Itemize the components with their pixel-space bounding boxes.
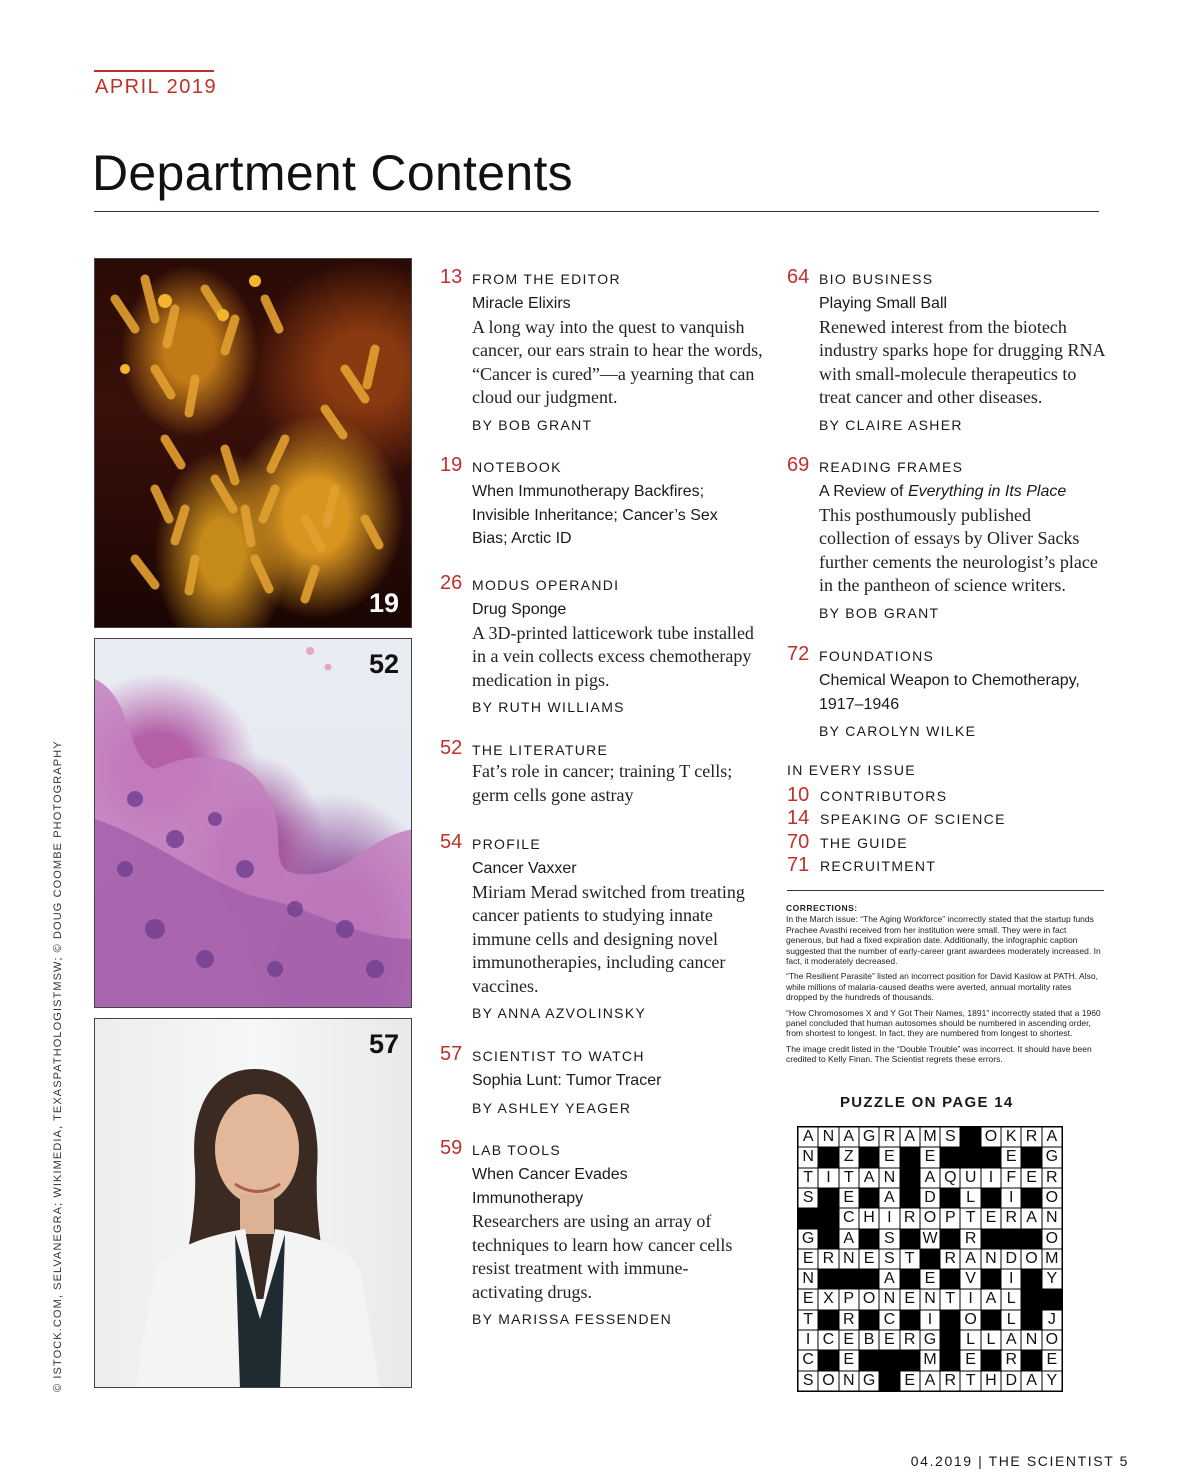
crossword-cell: E	[920, 1147, 940, 1167]
crossword-cell: T	[798, 1310, 818, 1330]
crossword-grid	[797, 1126, 1063, 1392]
crossword-cell: S	[879, 1249, 899, 1269]
entry-section: FROM THE EDITOR	[472, 271, 621, 287]
crossword-cell: E	[798, 1289, 818, 1309]
entry-section: SCIENTIST TO WATCH	[472, 1048, 645, 1064]
crossword-block	[940, 1310, 960, 1330]
crossword-cell: A	[839, 1229, 859, 1249]
crossword-cell: F	[1001, 1168, 1021, 1188]
crossword-block	[981, 1147, 1001, 1167]
entry-title[interactable]: When Cancer Evades Immunotherapy	[472, 1166, 628, 1207]
crossword-cell: C	[818, 1330, 838, 1350]
crossword-cell: E	[879, 1147, 899, 1167]
crossword-cell: R	[900, 1330, 920, 1350]
crossword-cell: I	[960, 1289, 980, 1309]
entry-section: FOUNDATIONS	[819, 648, 935, 664]
bacteria-illustration	[95, 259, 412, 628]
crossword-cell: T	[960, 1371, 980, 1391]
crossword-cell: A	[1021, 1371, 1041, 1391]
crossword-block	[818, 1310, 838, 1330]
every-issue-page: 10	[787, 784, 810, 806]
entry-title[interactable]: Drug Sponge	[472, 601, 567, 618]
crossword-block	[981, 1310, 1001, 1330]
crossword-cell: G	[859, 1127, 879, 1147]
crossword-block	[940, 1147, 960, 1167]
crossword-cell: D	[920, 1188, 940, 1208]
crossword-block	[1001, 1229, 1021, 1249]
entry-section: NOTEBOOK	[472, 459, 562, 475]
crossword-cell: S	[798, 1371, 818, 1391]
every-issue-page: 70	[787, 831, 810, 853]
photo-page-number: 57	[368, 1029, 399, 1059]
crossword-cell: A	[879, 1188, 899, 1208]
crossword-block	[1021, 1229, 1041, 1249]
crossword-block	[940, 1330, 960, 1350]
crossword-cell: O	[1042, 1188, 1062, 1208]
entry-page-number: 54	[440, 831, 463, 853]
crossword-cell: M	[1042, 1249, 1062, 1269]
crossword-cell: S	[798, 1188, 818, 1208]
crossword-block	[940, 1188, 960, 1208]
correction-paragraph: In the March issue: “The Aging Workforce” incorrectly stated that the startup funds Prachee Avasthi received from her institution were small. They were in fact generous, but had a fixed expiration date. Additionally, the infographic caption suggested that the number of early-career grant awardees moderately increased. In fact, it moderately decreased.	[786, 914, 1101, 967]
crossword-cell: Q	[940, 1168, 960, 1188]
page-title: Department Contents	[92, 145, 573, 201]
entry-page-number: 59	[440, 1137, 463, 1159]
crossword-cell: Y	[1042, 1269, 1062, 1289]
crossword-cell: R	[960, 1229, 980, 1249]
entry-title-italic: Everything in Its Place	[907, 483, 1067, 500]
crossword-block	[879, 1350, 899, 1370]
crossword-cell: A	[960, 1249, 980, 1269]
entry-section: READING FRAMES	[819, 459, 964, 475]
crossword-cell: N	[839, 1249, 859, 1269]
crossword-cell: T	[960, 1208, 980, 1228]
crossword-block	[940, 1350, 960, 1370]
entry-title[interactable]: Miracle Elixirs	[472, 295, 571, 312]
crossword-block	[981, 1229, 1001, 1249]
corrections-heading: CORRECTIONS:	[786, 903, 858, 913]
crossword-cell: R	[1001, 1350, 1021, 1370]
crossword-cell: N	[879, 1289, 899, 1309]
every-issue-label: CONTRIBUTORS	[820, 788, 948, 804]
entry-page-number: 69	[787, 454, 810, 476]
crossword-cell: R	[1042, 1168, 1062, 1188]
photo-page-number: 52	[368, 649, 399, 679]
crossword-block	[859, 1229, 879, 1249]
crossword-cell: I	[798, 1330, 818, 1350]
entry-byline: BY MARISSA FESSENDEN	[472, 1311, 673, 1327]
crossword-block	[1021, 1310, 1041, 1330]
crossword-block	[798, 1208, 818, 1228]
crossword-cell: G	[1042, 1147, 1062, 1167]
crossword-cell: N	[818, 1127, 838, 1147]
crossword-block	[818, 1208, 838, 1228]
crossword-cell: A	[920, 1168, 940, 1188]
tissue-illustration	[95, 639, 412, 1008]
crossword-cell: B	[859, 1330, 879, 1350]
correction-paragraph: “How Chromosomes X and Y Got Their Names, 1891” incorrectly stated that a 1960 panel concluded that human autosomes should be numbered in ascending order, from shortest to longest. In fact, they are numbered from longest to shortest.	[786, 1007, 1101, 1039]
crossword-cell: Z	[839, 1147, 859, 1167]
crossword-cell: N	[920, 1289, 940, 1309]
entry-description: A long way into the quest to vanquish cancer, our ears strain to hear the words, “Cancer is cured”—a yearning that can cloud our judgment.	[472, 316, 763, 407]
page-footer: 04.2019 | THE SCIENTIST 5	[910, 1453, 1129, 1469]
entry-page-number: 26	[440, 572, 463, 594]
crossword-cell: I	[818, 1168, 838, 1188]
entry-section: LAB TOOLS	[472, 1142, 562, 1158]
issue-rule	[94, 70, 214, 72]
crossword-block	[900, 1188, 920, 1208]
crossword-cell: R	[1021, 1127, 1041, 1147]
entry-description: Renewed interest from the biotech industry sparks hope for drugging RNA with small-molecule therapeutics to treat cancer and other diseases.	[819, 316, 1105, 407]
crossword-cell: N	[981, 1249, 1001, 1269]
crossword-cell: N	[879, 1168, 899, 1188]
entry-byline: BY ASHLEY YEAGER	[472, 1099, 632, 1116]
crossword-cell: I	[981, 1168, 1001, 1188]
crossword-cell: V	[960, 1269, 980, 1289]
crossword-cell: I	[1001, 1269, 1021, 1289]
crossword-cell: O	[1042, 1229, 1062, 1249]
crossword-cell: H	[859, 1208, 879, 1228]
crossword-cell: L	[1001, 1289, 1021, 1309]
crossword-cell: O	[859, 1289, 879, 1309]
title-divider	[94, 211, 1099, 212]
crossword-cell: N	[798, 1147, 818, 1167]
portrait-illustration	[95, 1019, 412, 1388]
entry-page-number: 19	[440, 454, 463, 476]
crossword-cell: E	[798, 1249, 818, 1269]
crossword-cell: E	[981, 1208, 1001, 1228]
crossword-block	[1042, 1289, 1062, 1309]
crossword-cell: M	[920, 1127, 940, 1147]
crossword-block	[960, 1127, 980, 1147]
crossword-block	[879, 1371, 899, 1391]
crossword-block	[940, 1269, 960, 1289]
crossword-cell: Y	[1042, 1371, 1062, 1391]
crossword-block	[900, 1269, 920, 1289]
crossword-cell: E	[879, 1330, 899, 1350]
crossword-cell: E	[1021, 1168, 1041, 1188]
crossword-block	[1021, 1269, 1041, 1289]
corrections-box	[786, 903, 1104, 1070]
crossword-cell: L	[960, 1188, 980, 1208]
entry-section: MODUS OPERANDI	[472, 577, 620, 593]
crossword-cell: R	[900, 1208, 920, 1228]
crossword-cell: E	[920, 1269, 940, 1289]
entry-page-number: 52	[440, 737, 463, 759]
crossword-block	[1021, 1289, 1041, 1309]
crossword-cell: G	[920, 1330, 940, 1350]
crossword-cell: C	[798, 1350, 818, 1370]
crossword-cell: M	[920, 1350, 940, 1370]
crossword-block	[960, 1147, 980, 1167]
crossword-cell: L	[960, 1330, 980, 1350]
crossword-block	[981, 1269, 1001, 1289]
crossword-block	[900, 1147, 920, 1167]
crossword-cell: E	[960, 1350, 980, 1370]
crossword-cell: E	[900, 1289, 920, 1309]
entry-title[interactable]: When Immunotherapy Backfires; Invisible Inheritance; Cancer’s Sex Bias; Arctic ID	[472, 483, 718, 547]
every-issue-heading: IN EVERY ISSUE	[787, 762, 916, 778]
crossword-cell: A	[900, 1127, 920, 1147]
correction-paragraph: The image credit listed in the “Double Trouble” was incorrect. It should have been credited to Kelly Finan. The Scientist regrets these errors.	[786, 1043, 1092, 1065]
every-issue-label: SPEAKING OF SCIENCE	[820, 811, 1006, 827]
crossword-block	[1021, 1350, 1041, 1370]
crossword-block	[981, 1188, 1001, 1208]
crossword-cell: O	[818, 1371, 838, 1391]
crossword-cell: P	[839, 1289, 859, 1309]
crossword-block	[818, 1188, 838, 1208]
crossword-block	[818, 1350, 838, 1370]
crossword-cell: I	[920, 1310, 940, 1330]
crossword-cell: X	[818, 1289, 838, 1309]
crossword-cell: A	[879, 1269, 899, 1289]
crossword-cell: E	[859, 1249, 879, 1269]
crossword-cell: E	[900, 1371, 920, 1391]
crossword-cell: W	[920, 1229, 940, 1249]
crossword-cell: L	[1001, 1310, 1021, 1330]
crossword-cell: A	[859, 1168, 879, 1188]
crossword-cell: E	[839, 1188, 859, 1208]
crossword-cell: K	[1001, 1127, 1021, 1147]
corrections-divider	[787, 890, 1104, 891]
entry-title[interactable]: Chemical Weapon to Chemotherapy, 1917–1946	[819, 672, 1080, 713]
crossword-cell: A	[1042, 1127, 1062, 1147]
crossword-cell: L	[981, 1330, 1001, 1350]
entry-page-number: 72	[787, 643, 810, 665]
crossword-cell: H	[981, 1371, 1001, 1391]
photo-credit: © ISTOCK.COM, SELVANEGRA; WIKIMEDIA, TEXASPATHOLOGISTMSW; © DOUG COOMBE PHOTOGRAPHY	[52, 740, 64, 1392]
crossword-cell: R	[1001, 1208, 1021, 1228]
crossword-block	[900, 1350, 920, 1370]
crossword-cell: I	[1001, 1188, 1021, 1208]
entry-title[interactable]	[819, 480, 1105, 504]
entry-description: Miriam Merad switched from treating cancer patients to studying innate immune cells and designing novel immunotherapies, including cancer vaccines.	[472, 881, 745, 996]
photo-page-number: 19	[368, 588, 399, 618]
entry-title-text: A Review of	[819, 483, 908, 500]
every-issue-page: 71	[787, 854, 810, 876]
entry-byline: BY CLAIRE ASHER	[819, 416, 963, 433]
crossword-cell: O	[1042, 1330, 1062, 1350]
crossword-cell: C	[879, 1310, 899, 1330]
crossword-block	[1021, 1147, 1041, 1167]
every-issue-label: RECRUITMENT	[820, 858, 937, 874]
crossword-cell: A	[920, 1371, 940, 1391]
crossword-cell: R	[818, 1249, 838, 1269]
entry-section: THE LITERATURE	[472, 742, 609, 758]
entry-title[interactable]: Cancer Vaxxer	[472, 860, 577, 877]
crossword-cell: E	[839, 1350, 859, 1370]
crossword-cell: R	[940, 1371, 960, 1391]
crossword-cell: J	[1042, 1310, 1062, 1330]
crossword-cell: S	[940, 1127, 960, 1147]
crossword-cell: E	[1001, 1147, 1021, 1167]
entry-section: PROFILE	[472, 836, 542, 852]
crossword-block	[900, 1229, 920, 1249]
entry-page-number: 57	[440, 1043, 463, 1065]
issue-date: APRIL 2019	[95, 76, 218, 98]
entry-byline: BY CAROLYN WILKE	[819, 723, 977, 739]
entry-description: A 3D-printed latticework tube installed in a vein collects excess chemotherapy medication in pigs.	[472, 622, 754, 690]
crossword-cell: R	[839, 1310, 859, 1330]
crossword-cell: O	[981, 1127, 1001, 1147]
crossword-block	[859, 1269, 879, 1289]
crossword-block	[859, 1188, 879, 1208]
crossword-cell: I	[879, 1208, 899, 1228]
crossword-block	[859, 1350, 879, 1370]
entry-byline: BY RUTH WILLIAMS	[472, 699, 625, 715]
every-issue-label: THE GUIDE	[820, 835, 908, 851]
crossword-block	[1021, 1188, 1041, 1208]
crossword-cell: A	[1001, 1330, 1021, 1350]
crossword-cell: E	[1042, 1350, 1062, 1370]
entry-description: This posthumously published collection of essays by Oliver Sacks further cements the neurologist’s place in the pantheon of science writers.	[819, 504, 1098, 595]
crossword-block	[900, 1310, 920, 1330]
photo-histology[interactable]	[94, 638, 412, 1008]
crossword-cell: D	[1001, 1249, 1021, 1269]
crossword-cell: O	[960, 1310, 980, 1330]
crossword-block	[900, 1168, 920, 1188]
photo-portrait[interactable]	[94, 1018, 412, 1388]
entry-section: BIO BUSINESS	[819, 271, 934, 287]
entry-page-number: 13	[440, 266, 463, 288]
crossword-cell: G	[798, 1229, 818, 1249]
crossword-cell: R	[940, 1249, 960, 1269]
crossword-cell: A	[798, 1127, 818, 1147]
entry-title[interactable]: Sophia Lunt: Tumor Tracer	[472, 1072, 662, 1089]
crossword-cell: T	[900, 1249, 920, 1269]
entry-description: Researchers are using an array of techniques to learn how cancer cells resist treatment with immune-activating drugs.	[472, 1211, 733, 1302]
crossword-cell: G	[859, 1371, 879, 1391]
crossword-cell: P	[940, 1208, 960, 1228]
entry-title[interactable]: Playing Small Ball	[819, 295, 948, 312]
entry-page-number: 64	[787, 266, 810, 288]
crossword-cell: N	[839, 1371, 859, 1391]
crossword-cell: A	[981, 1289, 1001, 1309]
crossword-cell: A	[1021, 1208, 1041, 1228]
crossword-cell: N	[1042, 1208, 1062, 1228]
crossword-cell: C	[839, 1208, 859, 1228]
crossword-block	[818, 1229, 838, 1249]
crossword-block	[818, 1147, 838, 1167]
puzzle-heading: PUZZLE ON PAGE 14	[840, 1094, 1014, 1111]
crossword-cell: T	[940, 1289, 960, 1309]
entry-byline: BY BOB GRANT	[472, 416, 593, 433]
crossword-cell: N	[798, 1269, 818, 1289]
crossword-cell: R	[879, 1127, 899, 1147]
crossword-block	[839, 1269, 859, 1289]
crossword-cell: A	[839, 1127, 859, 1147]
correction-paragraph: “The Resilient Parasite” listed an incorrect position for David Kaslow at PATH. Also, while millions of malaria-caused deaths were averted, annual mortality rates dropped by the hundreds of thousands.	[786, 971, 1098, 1003]
photo-bacteria[interactable]	[94, 258, 412, 628]
entry-description[interactable]: Fat’s role in cancer; training T cells; germ cells gone astray	[472, 761, 733, 805]
every-issue-page: 14	[787, 807, 810, 829]
entry-byline: BY BOB GRANT	[819, 604, 940, 621]
crossword-block	[920, 1249, 940, 1269]
crossword-block	[859, 1147, 879, 1167]
crossword-cell: O	[920, 1208, 940, 1228]
crossword-block	[818, 1269, 838, 1289]
crossword-cell: E	[839, 1330, 859, 1350]
crossword-cell: T	[839, 1168, 859, 1188]
crossword-cell: D	[1001, 1371, 1021, 1391]
entry-byline: BY ANNA AZVOLINSKY	[472, 1005, 647, 1021]
crossword-cell: U	[960, 1168, 980, 1188]
crossword-block	[859, 1310, 879, 1330]
crossword-block	[940, 1229, 960, 1249]
crossword-cell: N	[1021, 1330, 1041, 1350]
crossword-block	[981, 1350, 1001, 1370]
crossword-cell: T	[798, 1168, 818, 1188]
crossword-cell: S	[879, 1229, 899, 1249]
crossword-cell: O	[1021, 1249, 1041, 1269]
